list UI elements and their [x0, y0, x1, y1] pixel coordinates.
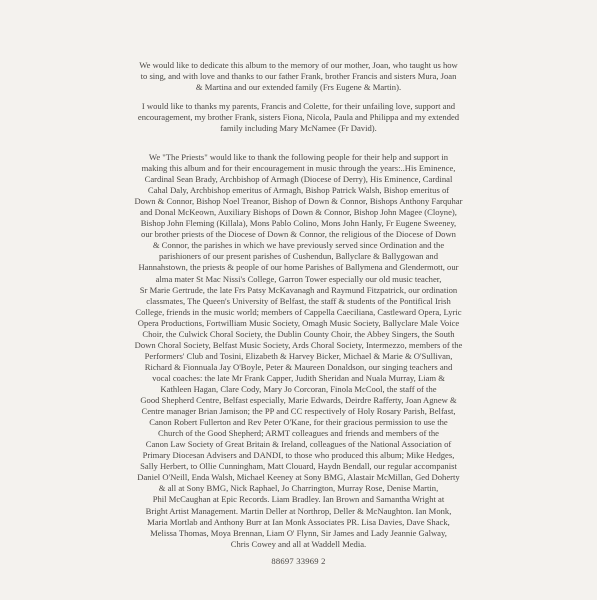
catalog-number: 88697 33969 2 [271, 556, 326, 566]
dedication-text: We would like to dedicate this album to the memory of our mother, Joan, who taught us how to sing, and with love and thanks to our father Frank, brother Francis and sisters Mura, Joan & Martina and our extended family (Frs Eugene & Martin). [139, 60, 458, 93]
personal-thanks-text: I would like to thanks my parents, Francis and Colette, for their unfailing love, support and encouragement, my brother Frank, sisters Fiona, Nicola, Paula and Philippa and my extended family including Mary McNamee (Fr David). [137, 101, 460, 134]
dedication-paragraph [92, 60, 505, 93]
personal-thanks-paragraph [92, 101, 505, 134]
acknowledgements-text: We "The Priests" would like to thank the following people for their help and support in making this album and for their encouragement in music through the years:..His Eminence, Cardinal Sean Brady, Archbishop of Armagh (Diocese of Derry), His Eminence, Cardinal Cahal Daly, Archbishop emeritus of Armagh, Bishop Patrick Walsh, Bishop emeritus of Down & Connor, Bishop Noel Treanor, Bishop of Down & Connor, Bishops Anthony Farquhar and Donal McKeown, Auxiliary Bishops of Down & Connor, Bishop John Magee (Cloyne), Bishop John Fleming (Killala), Mons Pablo Colino, Mons John Hanly, Fr Eugene Sweeney, our brother priests of the Diocese of Down & Connor, the religious of the Diocese of Down & Connor, the parishes in which we have previously served since Ordination and the parishioners of our present parishes of Cushendun, Ballyclare & Ballygowan and Hannahstown, the priests & people of our home Parishes of Ballymena and Glendermott, our alma mater St Mac Nissi's College, Garron Tower especially our old music teacher, Sr Marie Gertrude, the late Frs Patsy McKavanagh and Raymund Fitzpatrick, our ordination classmates, The Queen's University of Belfast, the staff & students of the Pontifical Irish College, friends in the music world; members of Cappella Caeciliana, Castleward Opera, Lyric Opera Productions, Fortwilliam Music Society, Omagh Music Society, Ballyclare Male Voice Choir, the Culwick Choral Society, the Dublin County Choir, the Abbey Singers, the South Down Choral Society, Belfast Music Society, Ards Choral Society, Intermezzo, members of the Performers' Club and Tosini, Elizabeth & Harvey Bicker, Michael & Marie & O'Sullivan, Richard & Fionnuala Jay O'Boyle, Peter & Maureen Donaldson, our singing teachers and vocal coaches: the late Mr Frank Capper, Judith Sheridan and Nuala Murray, Liam & Kathleen Hagan, Clare Cody, Mary Jo Corcoran, Finola McCool, the staff of the Good Shepherd Centre, Belfast especially, Marie Edwards, Deirdre Rafferty, Joan Agnew & Centre manager Brian Jamison; the PP and CC respectively of Holy Rosary Parish, Belfast, Canon Robert Fullerton and Rev Peter O'Kane, for their gracious permission to use the Church of the Good Shepherd; ARMT colleagues and friends and members of the Canon Law Society of Great Britain & Ireland, colleagues of the National Association of Primary Diocesan Advisers and DANDI, to those who produced this album; Mike Hedges, Sally Herbert, to Ollie Cunningham, Matt Clouard, Haydn Bendall, our regular accompanist Daniel O'Neill, Enda Walsh, Michael Keeney at Sony BMG, Alastair McMillan, Ged Doherty & all at Sony BMG, Nick Raphael, Jo Charrington, Murray Rose, Denise Martin, Phil McCaughan at Epic Records. Liam Bradley. Ian Brown and Samantha Wright at Bright Artist Management. Martin Deller at Northrop, Deller & McNaughton. Ian Monk, Maria Mortlab and Anthony Burr at Ian Monk Associates PR. Lisa Davies, Dave Shack, Melissa Thomas, Moya Brennan, Liam O' Flynn, Sir James and Lady Jeannie Galway, Chris Cowey and all at Waddell Media. [134, 152, 463, 549]
acknowledgements-paragraph [92, 152, 505, 550]
